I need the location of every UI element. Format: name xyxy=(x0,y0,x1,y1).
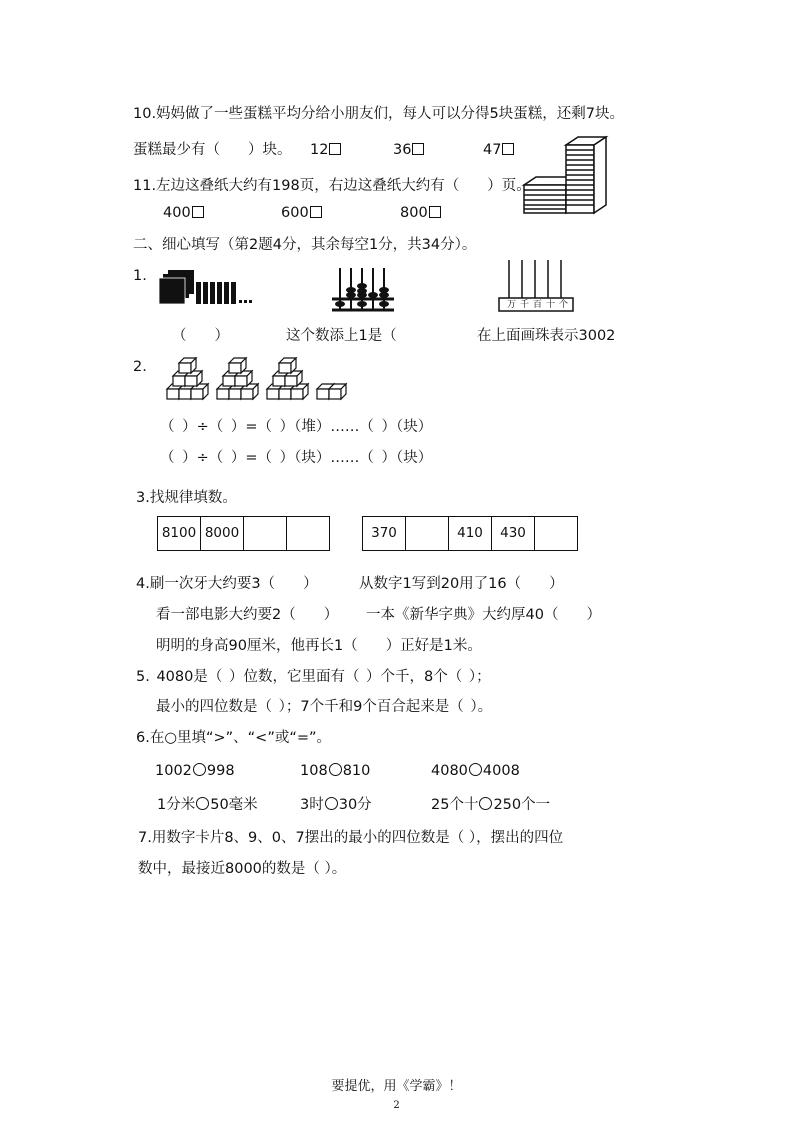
label-shi: 十 xyxy=(546,300,556,310)
p6-compare-item[interactable]: 1002 998 xyxy=(155,763,235,779)
p4-line2b: 一本《新华字典》大约厚40（ ） xyxy=(366,607,601,623)
label-qian: 千 xyxy=(520,300,530,310)
checkbox-icon[interactable] xyxy=(412,143,424,155)
p4-line3: 明明的身高90厘米，他再长1（ ）正好是1米。 xyxy=(156,638,482,654)
p6-compare-item[interactable]: 3时 30分 xyxy=(300,797,372,813)
p1-abacus-instruction: 在上面画珠表示3002 xyxy=(477,328,616,344)
compare-circle-icon xyxy=(196,797,209,810)
seq1-cell: 8100 xyxy=(158,517,201,550)
p2-equation-piles: （ ）÷（ ）=（ ）（堆）……（ ）（块） xyxy=(160,419,433,435)
q11-line xyxy=(133,177,531,195)
q11-option-1[interactable]: 400 xyxy=(163,204,204,222)
seq2-cell: 430 xyxy=(492,517,535,550)
p1-number: 1. xyxy=(133,268,147,284)
label-wan: 万 xyxy=(507,300,517,310)
p6-compare-item[interactable]: 108 810 xyxy=(300,763,371,779)
sequence-table-1 xyxy=(157,516,330,551)
q10-option-2[interactable]: 36 xyxy=(393,141,424,159)
compare-circle-icon xyxy=(479,797,492,810)
seq2-blank-cell[interactable] xyxy=(535,517,577,550)
seq1-cell: 8000 xyxy=(201,517,244,550)
leftover-cube-2 xyxy=(329,384,346,399)
cube-pile-2 xyxy=(217,358,258,399)
p2-number: 2. xyxy=(133,359,147,375)
p1-add-one-text: 这个数添上1是（ xyxy=(286,328,397,344)
paper-stacks-illustration xyxy=(520,135,610,217)
p4-line1a: 4.刷一次牙大约要3（ ） xyxy=(136,576,318,592)
abacus-with-beads-illustration xyxy=(330,266,396,314)
checkbox-icon[interactable] xyxy=(192,206,204,218)
compare-circle-icon xyxy=(329,763,342,776)
cube-pile-1 xyxy=(167,358,208,399)
p6-compare-item[interactable]: 4080 4008 xyxy=(431,763,520,779)
seq2-blank-cell[interactable] xyxy=(406,517,449,550)
checkbox-icon[interactable] xyxy=(502,143,514,155)
sequence-table-2 xyxy=(362,516,578,551)
q10-suffix: ）块。 xyxy=(248,142,292,158)
q10-option-3[interactable]: 47 xyxy=(483,141,514,159)
p7-line1: 7.用数字卡片8、9、0、7摆出的最小的四位数是（ ），摆出的四位 xyxy=(138,830,564,846)
label-ge: 个 xyxy=(559,300,569,310)
p4-line2a: 看一部电影大约要2（ ） xyxy=(156,607,339,623)
tall-paper-stack xyxy=(566,137,606,213)
q10-option-1[interactable]: 12 xyxy=(310,141,341,159)
checkbox-icon[interactable] xyxy=(310,206,322,218)
p4-line1b: 从数字1写到20用了16（ ） xyxy=(359,576,564,592)
page-number: 2 xyxy=(393,1100,400,1111)
q10-prefix: 蛋糕最少有（ xyxy=(133,142,220,158)
p6-compare-item[interactable]: 1分米 50毫米 xyxy=(157,797,258,813)
seq2-cell: 410 xyxy=(449,517,492,550)
seq1-blank-cell[interactable] xyxy=(244,517,287,550)
seq2-cell: 370 xyxy=(363,517,406,550)
q11-prefix: 11.左边这叠纸大约有198页，右边这叠纸大约有（ xyxy=(133,178,460,194)
cube-piles-illustration xyxy=(165,357,350,401)
compare-circle-icon xyxy=(469,763,482,776)
p1-blank-1[interactable]: （ ） xyxy=(172,328,229,344)
checkbox-icon[interactable] xyxy=(329,143,341,155)
compare-circle-icon xyxy=(325,797,338,810)
cube-pile-3 xyxy=(267,358,308,399)
p6-title: 6.在○里填“>”、“<”或“=”。 xyxy=(136,730,332,746)
p6-compare-item[interactable]: 25个十 250个一 xyxy=(431,797,551,813)
q10-line2 xyxy=(133,141,292,159)
seq1-blank-cell[interactable] xyxy=(287,517,329,550)
p2-equation-blocks: （ ）÷（ ）=（ ）（块）……（ ）（块） xyxy=(160,450,433,466)
p7-line2: 数中，最接近8000的数是（ ）。 xyxy=(138,861,347,877)
q11-option-2[interactable]: 600 xyxy=(281,204,322,222)
p3-title: 3.找规律填数。 xyxy=(136,490,237,506)
q11-option-3[interactable]: 800 xyxy=(400,204,441,222)
footer-slogan: 要提优，用《学霸》！ xyxy=(331,1079,462,1094)
checkbox-icon[interactable] xyxy=(429,206,441,218)
section-2-title: 二、细心填写（第2题4分，其余每空1分，共34分）。 xyxy=(133,237,477,253)
q11-suffix: ）页。 xyxy=(487,178,531,194)
label-bai: 百 xyxy=(533,300,543,310)
p5-line1: 5. 4080是（ ）位数，它里面有（ ）个千，8个（ ）； xyxy=(136,669,491,685)
counting-blocks-illustration xyxy=(158,270,258,308)
p5-line2: 最小的四位数是（ ）；7个千和9个百合起来是（ ）。 xyxy=(156,699,493,715)
compare-circle-icon xyxy=(193,763,206,776)
q10-line1: 10.妈妈做了一些蛋糕平均分给小朋友们，每人可以分得5块蛋糕，还剩7块。 xyxy=(133,106,625,122)
